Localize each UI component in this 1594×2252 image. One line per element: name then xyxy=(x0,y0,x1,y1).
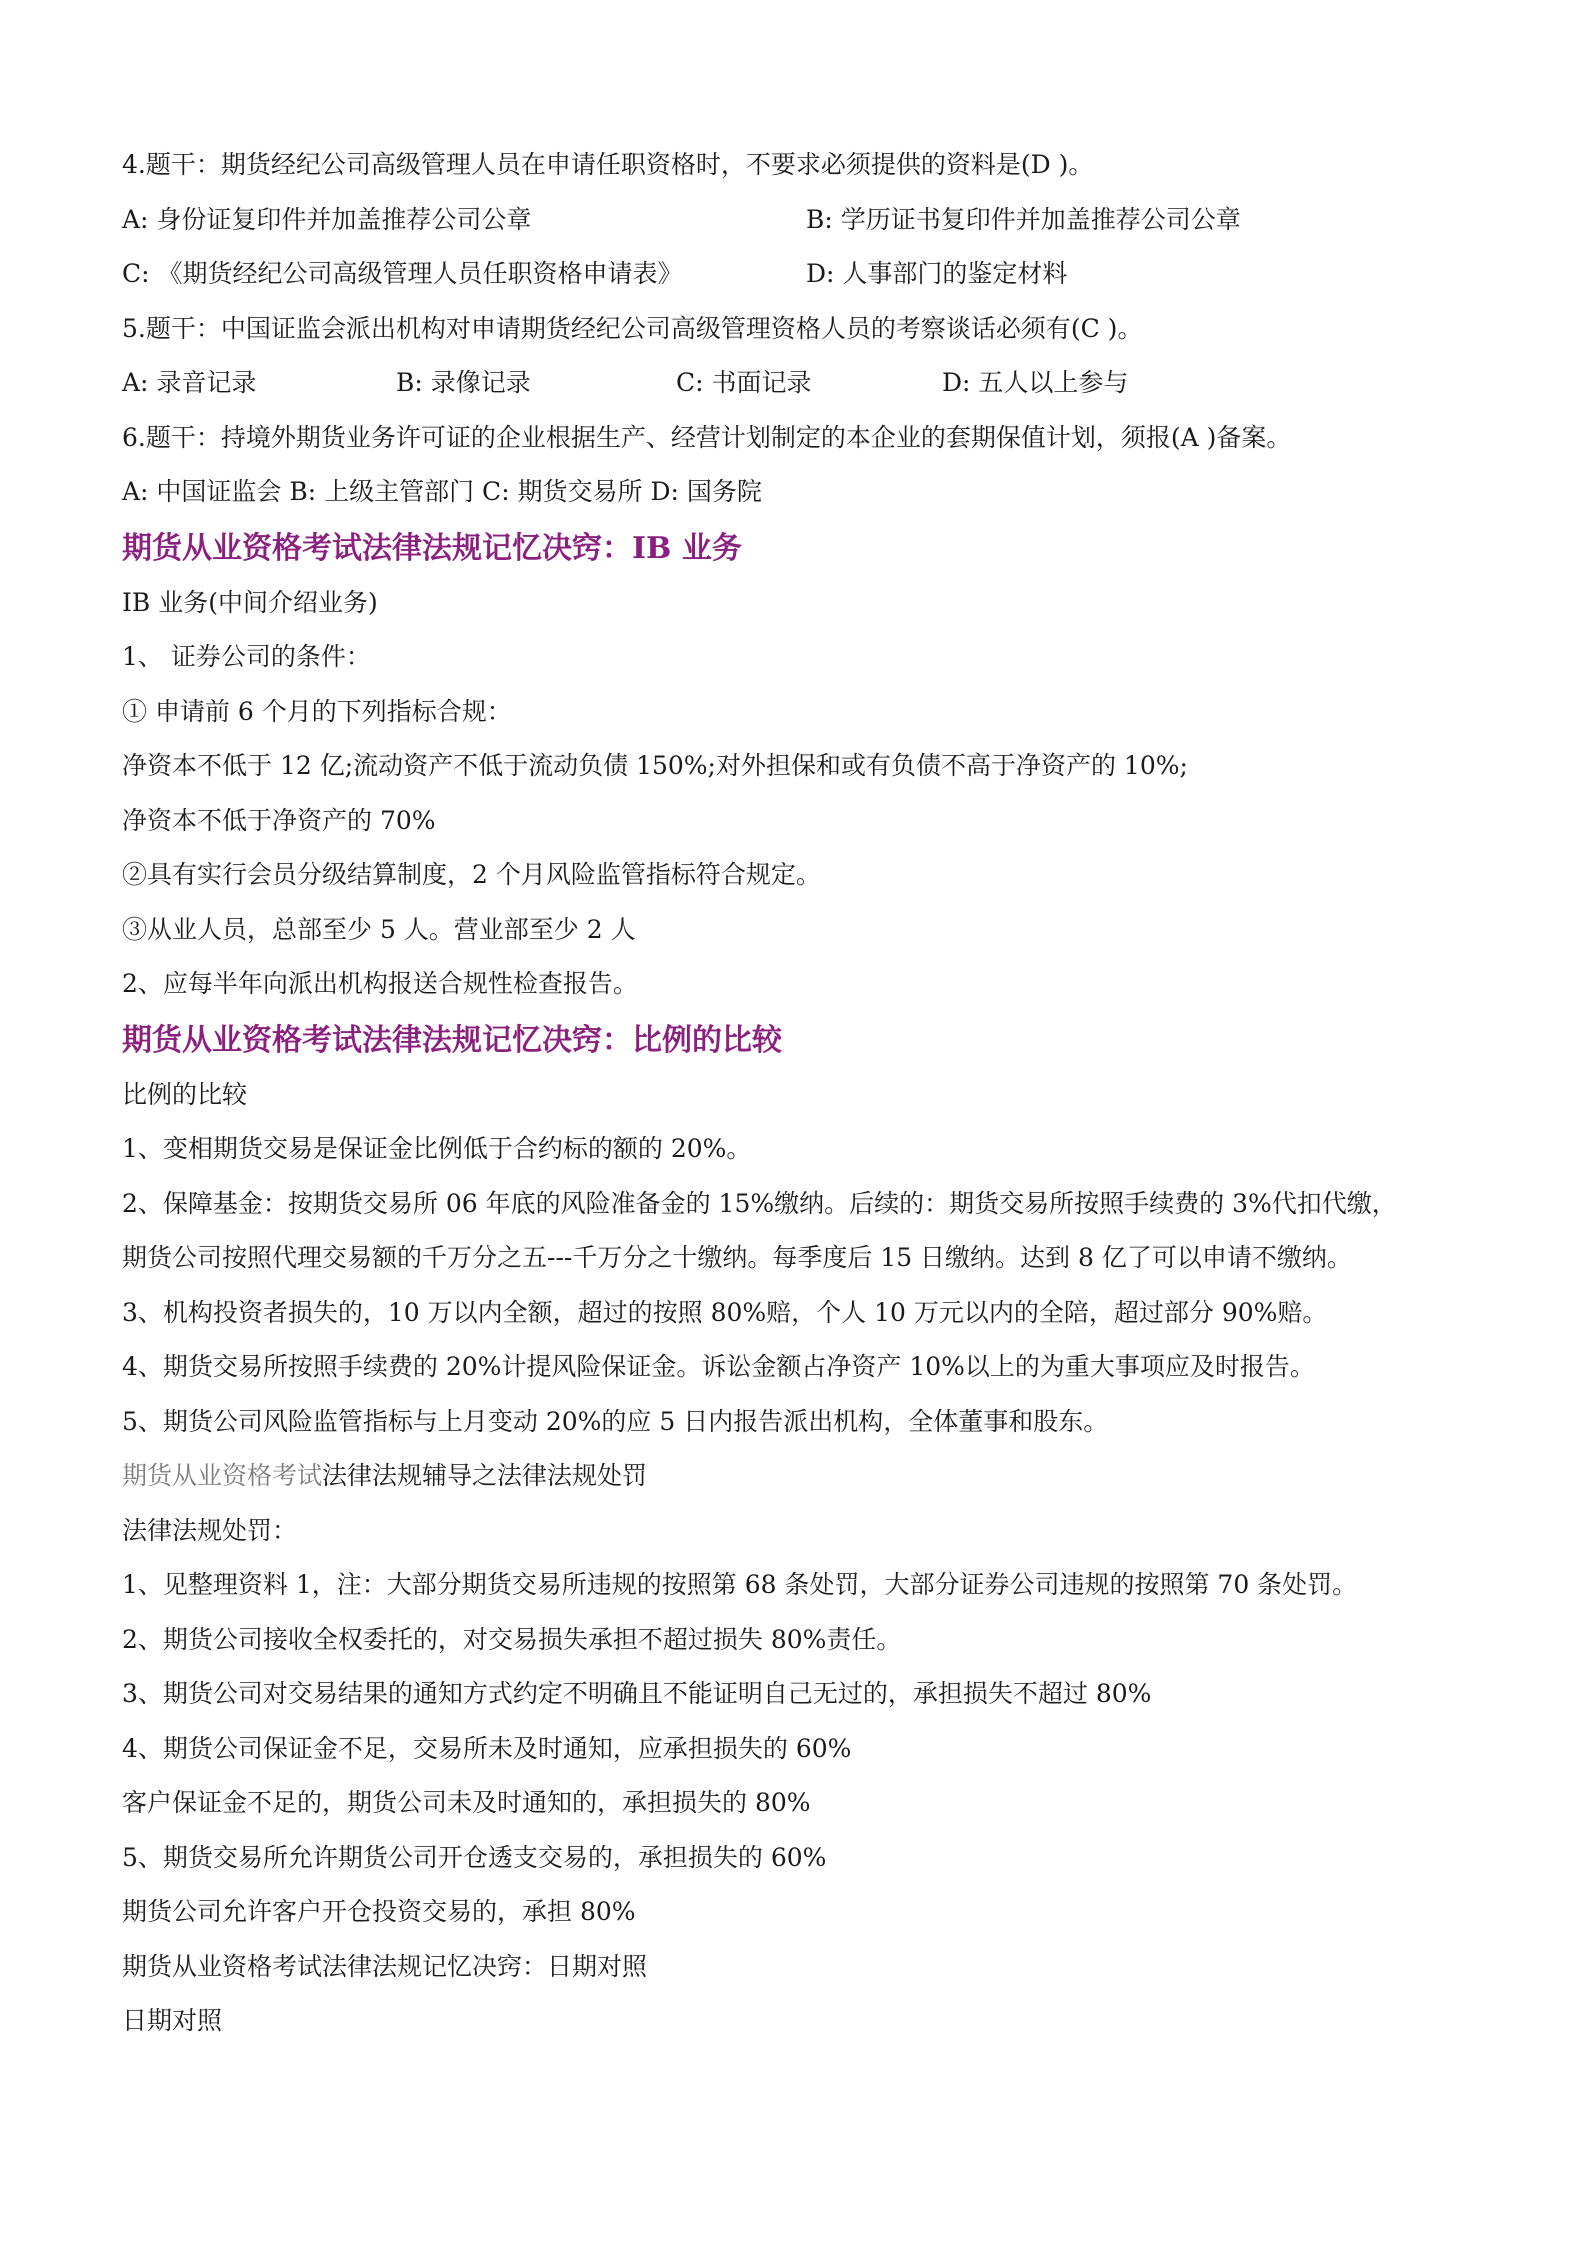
ib-line: ③从业人员，总部至少 5 人。营业部至少 2 人 xyxy=(122,914,636,944)
section-heading-penalty xyxy=(122,1461,1502,1491)
section-heading-ib: 期货从业资格考试法律法规记忆决窍：IB 业务 xyxy=(122,530,742,566)
document-page xyxy=(122,150,1502,2061)
ratio-line: 2、保障基金：按期货交易所 06 年底的风险准备金的 15%缴纳。后续的：期货交易所按照手续费的 3%代扣代缴， xyxy=(122,1188,1397,1218)
question-5-option-c: C: 书面记录 xyxy=(676,368,812,397)
penalty-line: 期货公司允许客户开仓投资交易的，承担 80% xyxy=(122,1897,636,1926)
ib-line: 净资本不低于 12 亿;流动资产不低于流动负债 150%;对外担保和或有负债不高于净资产的 10%; xyxy=(122,751,1188,780)
penalty-line: 5、期货交易所允许期货公司开仓透支交易的，承担损失的 60% xyxy=(122,1842,827,1872)
penalty-line: 3、期货公司对交易结果的通知方式约定不明确且不能证明自己无过的，承担损失不超过 80% xyxy=(122,1679,1152,1708)
question-4-option-d: D: 人事部门的鉴定材料 xyxy=(806,259,1068,288)
section-penalty-body xyxy=(122,1516,1502,1928)
dates-line: 日期对照 xyxy=(122,2006,223,2035)
penalty-heading-gray-part: 期货从业资格考试 xyxy=(122,1461,323,1490)
section-heading-dates: 期货从业资格考试法律法规记忆决窍：日期对照 xyxy=(122,1951,648,1981)
ib-line: 1、 证券公司的条件： xyxy=(122,642,371,671)
ib-line: 2、应每半年向派出机构报送合规性检查报告。 xyxy=(122,969,638,998)
question-4-options-row-2 xyxy=(122,259,1502,289)
ratio-line: 5、期货公司风险监管指标与上月变动 20%的应 5 日内报告派出机构，全体董事和股东。 xyxy=(122,1406,1109,1436)
penalty-heading-rest: 法律法规辅导之法律法规处罚 xyxy=(322,1461,648,1490)
question-5-options-row xyxy=(122,368,1502,398)
question-5-option-d: D: 五人以上参与 xyxy=(942,368,1129,397)
question-4-option-a: A: 身份证复印件并加盖推荐公司公章 xyxy=(122,204,532,234)
section-ratio-body xyxy=(122,1080,1502,1437)
ratio-line: 1、变相期货交易是保证金比例低于合约标的额的 20%。 xyxy=(122,1134,752,1163)
ratio-line: 3、机构投资者损失的，10 万以内全额，超过的按照 80%赔，个人 10 万元以内的全陪，超过部分 90%赔。 xyxy=(122,1297,1328,1327)
ib-line: ②具有实行会员分级结算制度，2 个月风险监管指标符合规定。 xyxy=(122,860,821,889)
section-heading-ratio: 期货从业资格考试法律法规记忆决窍：比例的比较 xyxy=(122,1022,782,1058)
section-dates-body xyxy=(122,2006,1502,2036)
question-4-option-c: C: 《期货经纪公司高级管理人员任职资格申请表》 xyxy=(122,259,683,288)
ib-line: 净资本不低于净资产的 70% xyxy=(122,805,436,835)
penalty-line: 客户保证金不足的，期货公司未及时通知的，承担损失的 80% xyxy=(122,1788,811,1817)
question-4-stem: 4.题干：期货经纪公司高级管理人员在申请任职资格时，不要求必须提供的资料是(D )。 xyxy=(122,150,1094,179)
ratio-line: 期货公司按照代理交易额的千万分之五---千万分之十缴纳。每季度后 15 日缴纳。达到 8 亿了可以申请不缴纳。 xyxy=(122,1243,1352,1272)
penalty-line: 4、期货公司保证金不足，交易所未及时通知，应承担损失的 60% xyxy=(122,1733,852,1763)
ib-line: IB 业务(中间介绍业务) xyxy=(122,587,378,617)
penalty-line: 1、见整理资料 1，注：大部分期货交易所违规的按照第 68 条处罚，大部分证券公司违规的按照第 70 条处罚。 xyxy=(122,1570,1358,1599)
question-6-stem: 6.题干：持境外期货业务许可证的企业根据生产、经营计划制定的本企业的套期保值计划，须报(A )备案。 xyxy=(122,422,1292,452)
section-ib-body xyxy=(122,588,1502,1000)
ratio-line: 比例的比较 xyxy=(122,1079,248,1109)
question-5-option-b: B: 录像记录 xyxy=(396,368,531,397)
question-6-options: A: 中国证监会 B: 上级主管部门 C: 期货交易所 D: 国务院 xyxy=(122,477,762,506)
penalty-line: 法律法规处罚： xyxy=(122,1515,298,1545)
question-5-option-a: A: 录音记录 xyxy=(122,368,257,397)
ib-line: ① 申请前 6 个月的下列指标合规： xyxy=(122,696,512,726)
penalty-line: 2、期货公司接收全权委托的，对交易损失承担不超过损失 80%责任。 xyxy=(122,1624,902,1654)
question-4-option-b: B: 学历证书复印件并加盖推荐公司公章 xyxy=(806,204,1241,234)
question-4-options-row-1 xyxy=(122,205,1502,235)
question-5-stem: 5.题干：中国证监会派出机构对申请期货经纪公司高级管理资格人员的考察谈话必须有(C )。 xyxy=(122,313,1143,343)
ratio-line: 4、期货交易所按照手续费的 20%计提风险保证金。诉讼金额占净资产 10%以上的为重大事项应及时报告。 xyxy=(122,1352,1315,1381)
